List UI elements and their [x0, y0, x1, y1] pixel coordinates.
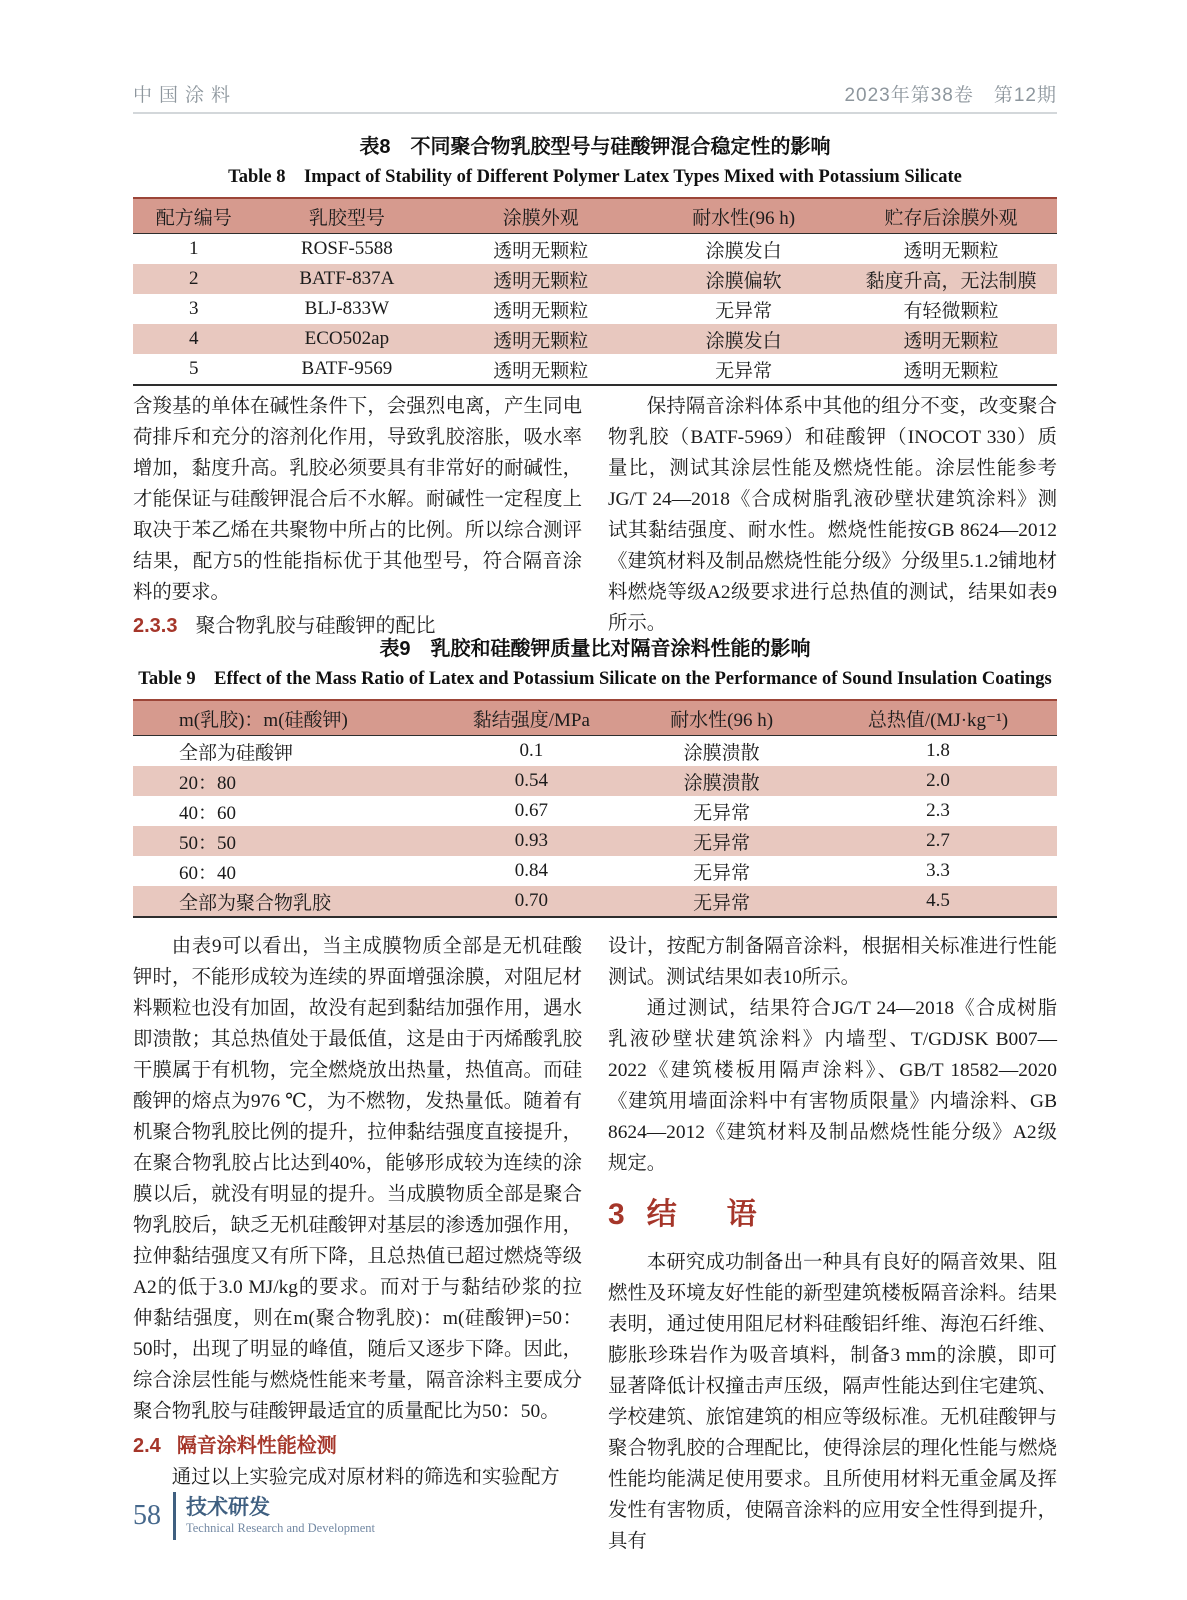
header-rule	[133, 112, 1057, 114]
table-cell: 无异常	[693, 802, 751, 824]
table-cell: 涂膜偏软	[705, 270, 782, 292]
body-paragraph: 保持隔音涂料体系中其他的组分不变，改变聚合物乳胶（BATF-5969）和硅酸钾（INOCOT 330）质量比，测试其涂层性能及燃烧性能。涂层性能参考JG/T 24—2018《合成树脂乳液砂壁状建筑涂料》测试其黏结强度、耐水性。燃烧性能按GB 8624—2012《建筑材料及制品燃烧性能分级》分级里5.1.2铺地材料燃烧等级A2级要求进行总热值的测试，结果如表9所示。	[608, 396, 1057, 634]
body-paragraph: 含羧基的单体在碱性条件下，会强烈电离，产生同电荷排斥和充分的溶剂化作用，导致乳胶溶胀，吸水率增加，黏度升高。乳胶必须要具有非常好的耐碱性，才能保证与硅酸钾混合后不水解。耐碱性一定程度上取决于苯乙烯在共聚物中所占的比例。所以综合测评结果，配方5的性能指标优于其他型号，符合隔音涂料的要求。	[133, 396, 582, 603]
column-header: 涂膜外观	[502, 207, 579, 229]
table-cell: 无异常	[715, 360, 773, 382]
table8-block	[133, 134, 1057, 386]
table-row	[133, 354, 1057, 385]
table8-caption-zh: 表8 不同聚合物乳胶型号与硅酸钾混合稳定性的影响	[359, 136, 831, 158]
table-cell: 1.8	[926, 740, 950, 761]
column-header: 配方编号	[155, 207, 232, 229]
table-row	[133, 294, 1057, 324]
body-paragraph: 本研究成功制备出一种具有良好的隔音效果、阻燃性及环境友好性能的新型建筑楼板隔音涂料。结果表明，通过使用阻尼材料硅酸铝纤维、海泡石纤维、膨胀珍珠岩作为吸音填料，制备3 mm的涂膜，即可显著降低计权撞击声压级，隔声性能达到住宅建筑、学校建筑、旅馆建筑的相应等级标准。无机硅酸钾与聚合物乳胶的合理配比，使得涂层的理化性能与燃烧性能均能满足使用要求。且所使用材料无重金属及挥发性有害物质，使隔音涂料的应用安全性得到提升，具有	[608, 1252, 1057, 1552]
table-cell: 无异常	[693, 892, 751, 914]
table-cell: 3.3	[926, 860, 950, 881]
left-column-1	[133, 391, 582, 642]
table-cell: 60：40	[179, 862, 237, 884]
table-cell: ROSF-5588	[300, 238, 393, 259]
table-cell: ECO502ap	[304, 328, 390, 349]
section-number: 3	[608, 1198, 625, 1231]
table8-caption-en: Table 8 Impact of Stability of Different Polymer Latex Types Mixed with Potassium Silicate	[228, 167, 962, 187]
body-paragraph: 由表9可以看出，当主成膜物质全部是无机硅酸钾时，不能形成较为连续的界面增强涂膜，对阻尼材料颗粒也没有加固，故没有起到黏结加强作用，遇水即溃散；其总热值处于最低值，这是由于丙烯酸乳胶干膜属于有机物，完全燃烧放出热量，热值高。而硅酸钾的熔点为976 ℃，为不燃物，发热量低。随着有机聚合物乳胶比例的提升，拉伸黏结强度直接提升，在聚合物乳胶占比达到40%，能够形成较为连续的涂膜以后，就没有明显的提升。当成膜物质全部是聚合物乳胶后，缺乏无机硅酸钾对基层的渗透加强作用，拉伸黏结强度又有所下降，且总热值已超过燃烧等级A2的低于3.0 MJ/kg的要求。而对于与黏结砂浆的拉伸黏结强度，则在m(聚合物乳胶)：m(硅酸钾)=50：50时，出现了明显的峰值，随后又逐步下降。因此，综合涂层性能与燃烧性能来考量，隔音涂料主要成分聚合物乳胶与硅酸钾最适宜的质量配比为50：50。	[133, 936, 582, 1422]
right-column-1	[608, 391, 1057, 642]
left-column-2	[133, 931, 582, 1557]
table-cell: 透明无颗粒	[493, 360, 589, 382]
table-cell: BATF-837A	[299, 268, 395, 289]
table-cell: 2.0	[926, 770, 950, 791]
table-row	[133, 796, 1057, 826]
table-cell: 40：60	[179, 802, 237, 824]
body-paragraph: 通过以上实验完成对原材料的筛选和实验配方	[171, 1467, 560, 1488]
section-title: 隔音涂料性能检测	[176, 1435, 337, 1457]
table-cell: 20：80	[179, 772, 237, 794]
table9-caption-en: Table 9 Effect of the Mass Ratio of Latex and Potassium Silicate on the Performance of Sound Insulation Coatings	[138, 669, 1052, 689]
section-heading-24	[133, 1431, 582, 1462]
table9-block	[133, 636, 1057, 918]
footer-section-zh: 技术研发	[186, 1495, 270, 1519]
column-header: 乳胶型号	[308, 207, 385, 229]
table-row	[133, 766, 1057, 796]
table-row	[133, 826, 1057, 856]
footer-section	[186, 1496, 375, 1537]
section-title: 结 语	[646, 1198, 767, 1231]
table-cell: 0.67	[514, 800, 548, 821]
table8	[133, 197, 1057, 386]
table-cell: 全部为聚合物乳胶	[179, 892, 332, 914]
table-header-row	[133, 700, 1057, 736]
table-cell: 涂膜溃散	[683, 772, 760, 794]
table-cell: 50：50	[179, 832, 237, 854]
page-number: 58	[133, 1500, 161, 1531]
table-cell: 4.5	[926, 890, 950, 911]
table-cell: 有轻微颗粒	[903, 300, 999, 322]
table-cell: 2	[188, 268, 199, 289]
table-row	[133, 234, 1057, 265]
column-header: 总热值/(MJ·kg⁻¹)	[867, 709, 1009, 731]
table-cell: 无异常	[693, 832, 751, 854]
table-cell: BATF-9569	[301, 358, 393, 379]
table-row	[133, 856, 1057, 886]
column-header: 贮存后涂膜外观	[884, 207, 1018, 229]
table-cell: BLJ-833W	[304, 298, 390, 319]
column-header: m(乳胶)：m(硅酸钾)	[179, 709, 348, 731]
columns-block-1	[133, 391, 1057, 642]
table-cell: 4	[188, 328, 199, 349]
table9	[133, 699, 1057, 918]
table-cell: 无异常	[715, 300, 773, 322]
table-cell: 全部为硅酸钾	[179, 742, 294, 764]
footer-section-en: Technical Research and Development	[186, 1520, 375, 1535]
column-header: 耐水性(96 h)	[692, 207, 796, 229]
body-paragraph: 通过测试，结果符合JG/T 24—2018《合成树脂乳液砂壁状建筑涂料》内墙型、T/GDJSK B007—2022《建筑楼板用隔声涂料》、GB/T 18582—2020《建筑用墙面涂料中有害物质限量》内墙涂料、GB 8624—2012《建筑材料及制品燃烧性能分级》A2级规定。	[608, 998, 1057, 1174]
section-number: 2.4	[133, 1435, 161, 1457]
footer-divider-bar	[173, 1492, 176, 1540]
table-cell: 透明无颗粒	[493, 330, 589, 352]
running-head	[133, 80, 1057, 107]
columns-block-2	[133, 931, 1057, 1557]
table-cell: 0.70	[514, 890, 548, 911]
issue-info: 2023年第38卷 第12期	[844, 85, 1057, 106]
table-cell: 0.93	[514, 830, 548, 851]
right-column-2	[608, 931, 1057, 1557]
table-cell: 2.7	[926, 830, 950, 851]
table-cell: 1	[188, 238, 199, 259]
body-paragraph: 设计，按配方制备隔音涂料，根据相关标准进行性能测试。测试结果如表10所示。	[608, 936, 1057, 988]
section-number: 2.3.3	[133, 615, 178, 637]
table-header-row	[133, 198, 1057, 234]
table-cell: 3	[188, 298, 199, 319]
table-cell: 无异常	[693, 862, 751, 884]
section-title: 聚合物乳胶与硅酸钾的配比	[195, 615, 436, 637]
table-cell: 0.54	[514, 770, 548, 791]
table-cell: 透明无颗粒	[903, 330, 999, 352]
journal-name: 中国涂料	[133, 85, 238, 106]
table-row	[133, 736, 1057, 767]
table-cell: 0.1	[519, 740, 544, 761]
table-cell: 涂膜发白	[705, 240, 782, 262]
table-cell: 黏度升高，无法制膜	[865, 270, 1037, 292]
table-cell: 2.3	[926, 800, 950, 821]
table-cell: 透明无颗粒	[493, 240, 589, 262]
table-row	[133, 264, 1057, 294]
section-heading-3	[608, 1195, 1057, 1235]
column-header: 黏结强度/MPa	[472, 709, 590, 731]
table-cell: 透明无颗粒	[903, 360, 999, 382]
table-row	[133, 324, 1057, 354]
column-header: 耐水性(96 h)	[670, 709, 774, 731]
table9-caption-zh: 表9 乳胶和硅酸钾质量比对隔音涂料性能的影响	[379, 638, 811, 660]
page-footer	[133, 1492, 375, 1540]
table-cell: 涂膜发白	[705, 330, 782, 352]
table-row	[133, 886, 1057, 917]
table-cell: 涂膜溃散	[683, 742, 760, 764]
table-cell: 透明无颗粒	[493, 270, 589, 292]
table-cell: 0.84	[514, 860, 548, 881]
table-cell: 5	[188, 358, 199, 379]
table-cell: 透明无颗粒	[493, 300, 589, 322]
table-cell: 透明无颗粒	[903, 240, 999, 262]
